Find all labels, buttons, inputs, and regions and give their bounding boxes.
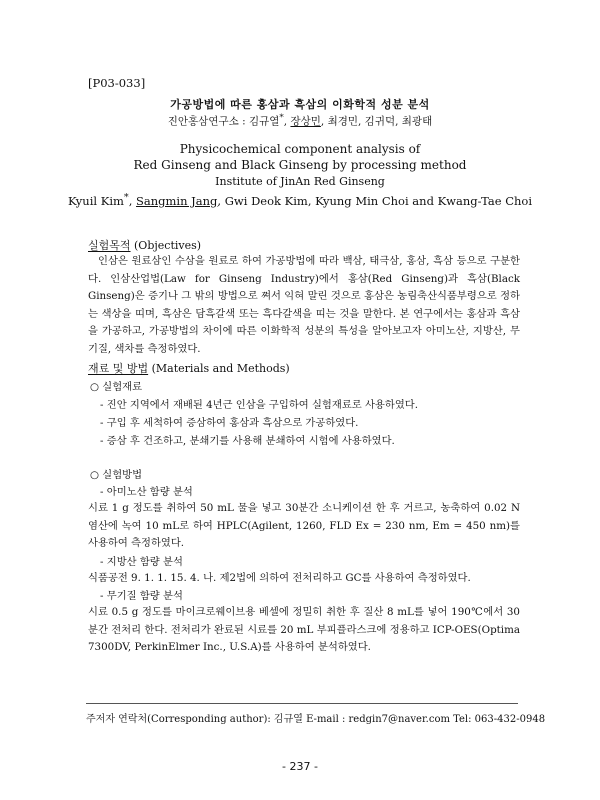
english-author-1: Kyuil Kim <box>67 193 124 208</box>
mineral-text: 시료 0.5 g 정도를 마이크로웨이브용 베셀에 정밀히 취한 후 질산 8 mL를 넣어 190℃에서 30분간 전처리 한다. 전처리가 완료된 시료를 20 mL 부피플라스크에 정용하고 ICP-OES(Optima 7300DV, PerkinElmer Inc., U.S.A)를 사용하여 분석하였다. <box>88 606 520 653</box>
corresponding-mark: * <box>279 113 284 123</box>
english-author-rest: , Gwi Deok Kim, Kyung Min Choi and Kwang-Tae Choi <box>217 193 533 208</box>
materials-title: ○ 실험재료 <box>90 381 143 393</box>
objectives-heading: 실험목적 (Objectives) <box>88 239 202 252</box>
materials-item: - 구입 후 세척하여 증삼하여 홍삼과 흑삼으로 가공하였다. <box>100 417 359 429</box>
korean-author-2: 장상민 <box>290 115 321 128</box>
korean-affiliation: 진안홍삼연구소 : <box>167 115 249 128</box>
english-title-line1: Physicochemical component analysis of <box>179 142 421 156</box>
abstract-code: [P03-033] <box>88 76 146 90</box>
fatty-text: 식품공전 9. 1. 1. 15. 4. 나. 제2법에 의하여 전처리하고 GC를 사용하여 측정하였다. <box>88 572 471 584</box>
korean-author-rest: , 최경민, 김귀덕, 최광태 <box>320 115 433 128</box>
corresponding-mark-en: * <box>123 192 129 203</box>
methods-heading: 재료 및 방법 (Materials and Methods) <box>88 362 290 375</box>
amino-text: 시료 1 g 정도를 취하여 50 mL 물을 넣고 30분간 소니케이션 한 후 거르고, 농축하여 0.02 N 염산에 녹여 10 mL로 하여 HPLC(Agilent, 1260, FLD Ex = 230 nm, Em = 450 nm)를 사용하여 측정하였다. <box>88 502 520 549</box>
method-title: ○ 실험방법 <box>90 469 143 481</box>
korean-author-1: 김규열 <box>248 115 280 128</box>
objectives-text: 인삼은 원료삼인 수삼을 원료로 하여 가공방법에 따라 백삼, 태극삼, 홍삼, 흑삼 등으로 구분한다. 인삼산업법(Law for Ginseng Industry)에서 홍삼(Red Ginseng)과 흑삼(Black Ginseng)은 증기나 그 밖의 방법으로 쪄서 익혀 말린 것으로 홍삼은 농림축산식품부령으로 정하는 색상을 띠며, 흑삼은 담흑갈색 또는 흑다갈색을 띠는 것을 말한다. 본 연구에서는 홍삼과 흑삼을 가공하고, 가공방법의 차이에 따른 이화학적 성분의 특성을 알아보고자 아미노산, 지방산, 무기질, 색차를 측정하였다. <box>88 255 520 355</box>
english-institute: Institute of JinAn Red Ginseng <box>215 175 385 188</box>
footnote-divider <box>86 703 518 704</box>
english-title-line2: Red Ginseng and Black Ginseng by processing method <box>133 158 467 172</box>
mineral-title: - 무기질 함량 분석 <box>100 590 183 602</box>
page-number: - 237 - <box>282 760 318 773</box>
amino-title: - 아미노산 함량 분석 <box>100 486 193 498</box>
korean-title: 가공방법에 따른 홍삼과 흑삼의 이화학적 성분 분석 <box>170 98 430 111</box>
korean-author-line: 진안홍삼연구소 : 김규열*, 장상민, 최경민, 김귀덕, 최광태 <box>167 113 433 128</box>
materials-item: - 진안 지역에서 재배된 4년근 인삼을 구입하여 실험재료로 사용하였다. <box>100 399 418 411</box>
materials-item: - 증삼 후 건조하고, 분쇄기를 사용해 분쇄하여 시험에 사용하였다. <box>100 435 395 447</box>
english-author-line: Kyuil Kim*, Sangmin Jang, Gwi Deok Kim, Kyung Min Choi and Kwang-Tae Choi <box>67 192 533 208</box>
english-author-2: Sangmin Jang <box>136 193 218 208</box>
fatty-title: - 지방산 함량 분석 <box>100 556 183 568</box>
corresponding-footnote: 주저자 연락처(Corresponding author): 김규열 E-mail : redgin7@naver.com Tel: 063-432-0948 <box>86 714 546 725</box>
